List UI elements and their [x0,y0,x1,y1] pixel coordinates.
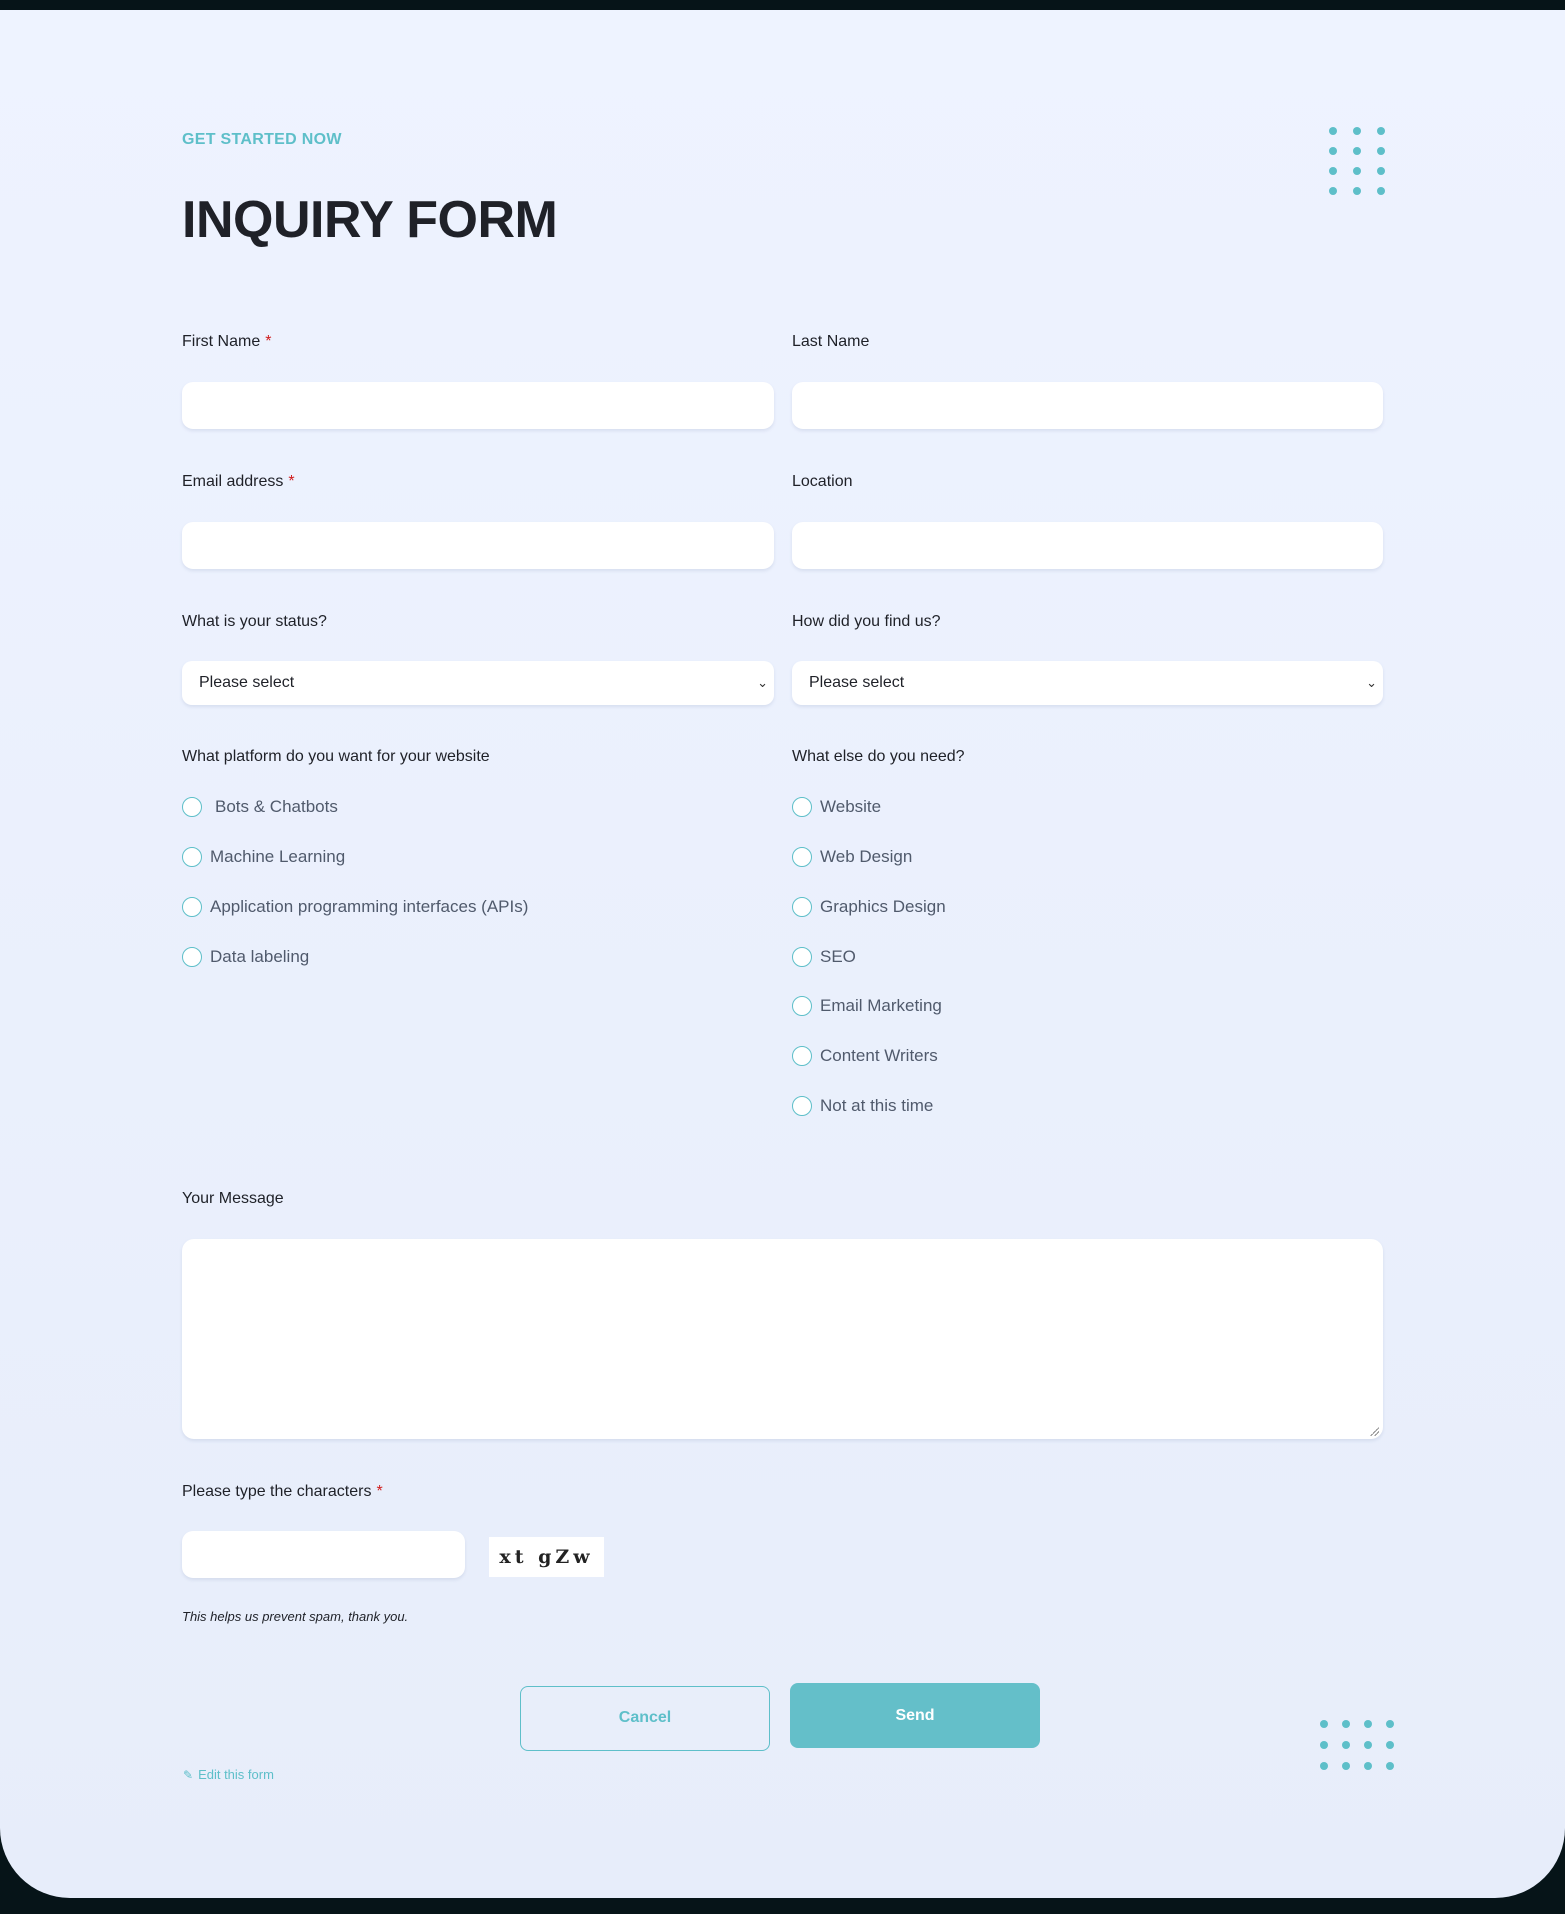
radio-button[interactable] [792,996,812,1016]
message-textarea[interactable] [182,1239,1383,1439]
radio-button[interactable] [792,947,812,967]
eyebrow-text: GET STARTED NOW [182,131,342,148]
option-label: Email Marketing [820,996,942,1015]
required-marker: * [265,333,272,350]
find-us-select[interactable] [792,661,1383,705]
option-label: Machine Learning [210,847,346,866]
needs-option-email-marketing[interactable] [792,996,942,1016]
needs-option-web-design[interactable] [792,847,912,867]
cancel-button[interactable]: Cancel [520,1686,770,1751]
edit-form-link[interactable] [183,1767,274,1782]
dot-grid-icon [1329,127,1401,207]
edit-form-label: Edit this form [198,1767,274,1782]
radio-button[interactable] [182,847,202,867]
radio-button[interactable] [792,1096,812,1116]
inquiry-form-card [0,10,1565,1898]
needs-option-seo[interactable] [792,947,856,967]
option-label: Data labeling [210,947,310,966]
option-label: SEO [820,947,856,966]
resize-handle-icon[interactable] [1369,1426,1379,1436]
platform-option-data-labeling[interactable] [182,947,309,967]
captcha-hint: This helps us prevent spam, thank you. [182,1609,409,1624]
message-label: Your Message [182,1190,284,1207]
captcha-input[interactable] [182,1531,465,1578]
email-input[interactable] [182,522,774,569]
needs-option-not-at-this-time[interactable] [792,1096,933,1116]
needs-option-content-writers[interactable] [792,1046,938,1066]
needs-label: What else do you need? [792,748,965,765]
radio-button[interactable] [182,947,202,967]
status-selected-value: Please select [199,674,295,691]
dot-grid-icon [1320,1720,1408,1783]
option-label: Application programming interfaces (APIs) [210,897,529,916]
radio-button[interactable] [792,1046,812,1066]
find-us-selected-value: Please select [809,674,905,691]
status-select[interactable] [182,661,774,705]
option-label: Website [820,797,882,816]
option-label: Content Writers [820,1046,938,1065]
chevron-down-icon: ⌄ [757,675,768,690]
radio-button[interactable] [182,897,202,917]
option-label: Web Design [820,847,913,866]
option-label: Bots & Chatbots [215,797,338,816]
needs-option-graphics-design[interactable] [792,897,946,917]
location-label: Location [792,473,853,490]
find-us-label: How did you find us? [792,613,941,630]
radio-button[interactable] [792,797,812,817]
last-name-input[interactable] [792,382,1383,429]
last-name-label: Last Name [792,333,870,350]
status-label: What is your status? [182,613,327,630]
option-label: Graphics Design [820,897,946,916]
needs-option-website[interactable] [792,797,881,817]
platform-label: What platform do you want for your website [182,748,490,765]
platform-option-apis[interactable] [182,897,528,917]
location-input[interactable] [792,522,1383,569]
captcha-label: Please type the characters * [182,1483,383,1500]
email-label: Email address * [182,473,295,490]
chevron-down-icon: ⌄ [1366,675,1377,690]
radio-button[interactable] [182,797,202,817]
pencil-icon: ✎ [183,1767,194,1782]
platform-option-ml[interactable] [182,847,345,867]
platform-option-bots[interactable] [182,797,338,817]
send-button[interactable]: Send [790,1683,1040,1748]
page-title: INQUIRY FORM [182,191,558,249]
captcha-image: xt gZw [489,1537,604,1577]
required-marker: * [376,1483,383,1500]
first-name-label: First Name * [182,333,272,350]
first-name-input[interactable] [182,382,774,429]
radio-button[interactable] [792,847,812,867]
radio-button[interactable] [792,897,812,917]
required-marker: * [288,473,295,490]
option-label: Not at this time [820,1096,934,1115]
